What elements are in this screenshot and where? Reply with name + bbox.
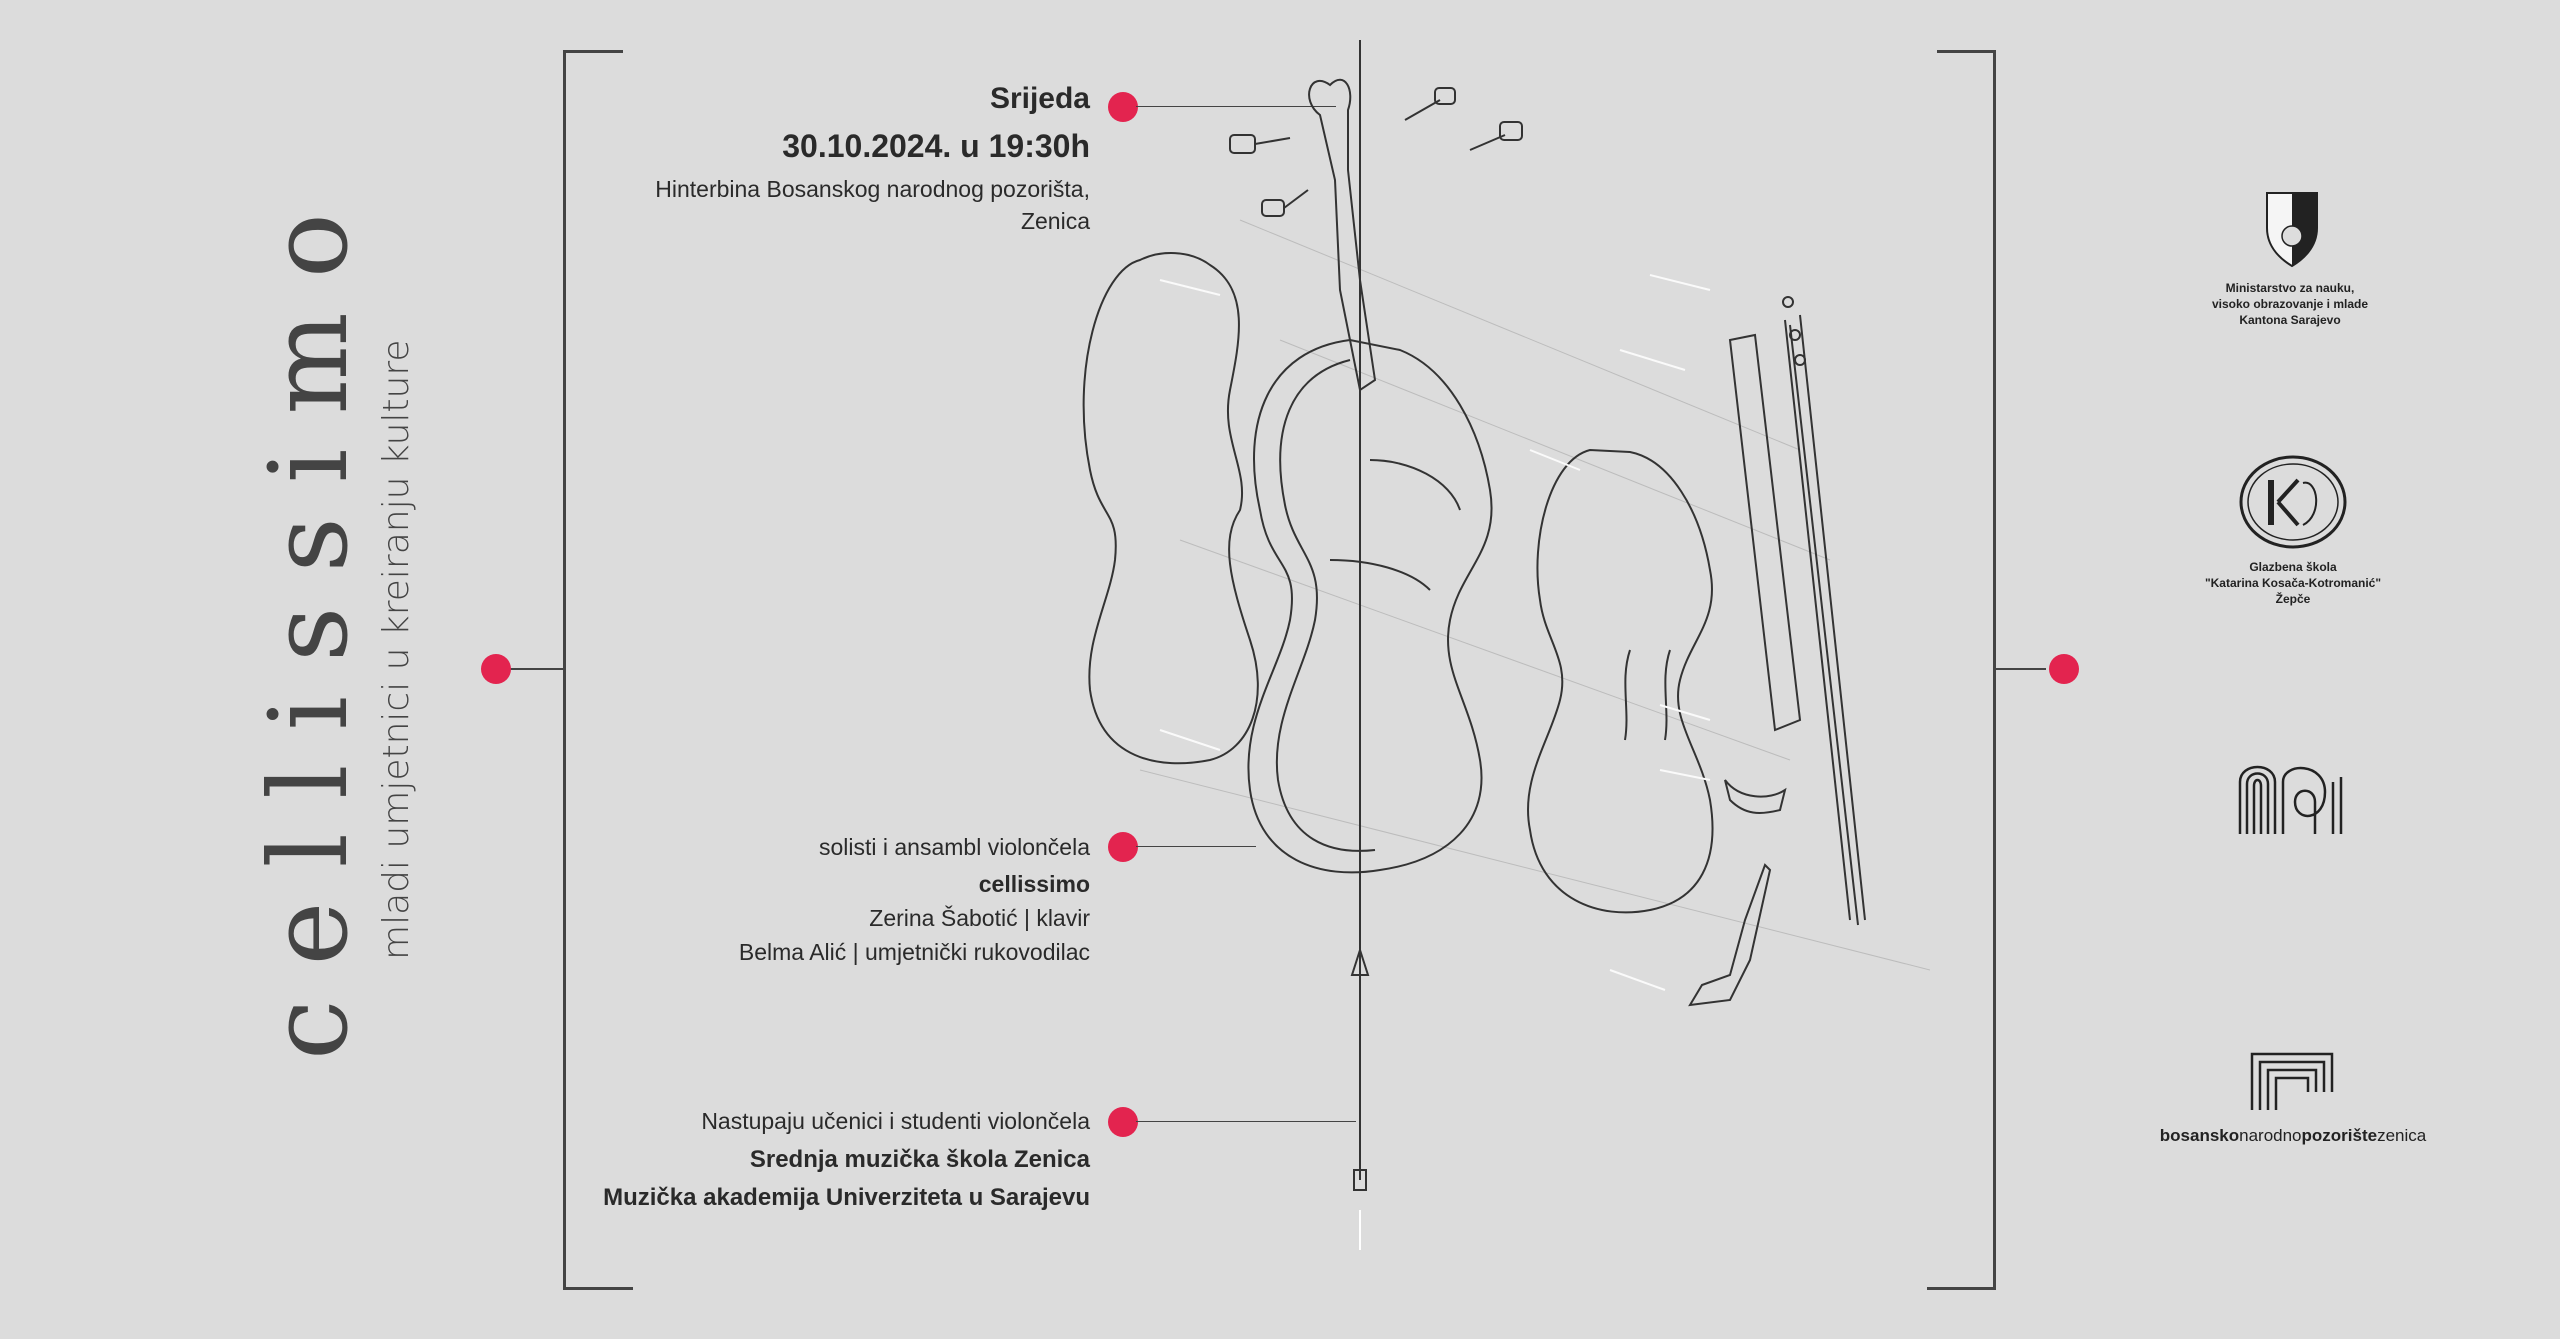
title-wrap — [247, 179, 372, 1060]
academy-logo-icon — [2235, 752, 2350, 837]
school-caption-3: Žepče — [2275, 592, 2311, 606]
school-caption-2: "Katarina Kosača-Kotromanić" — [2204, 576, 2382, 590]
theatre-word-4: zenica — [2377, 1126, 2427, 1145]
participants-line3: Muzička akademija Univerziteta u Sarajevu — [603, 1184, 1090, 1211]
performers-line3: Zerina Šabotić | klavir — [869, 905, 1090, 931]
left-bracket-bottom — [563, 1287, 633, 1290]
event-venue-line1: Hinterbina Bosanskog narodnog pozorišta, — [655, 176, 1090, 202]
performers-line1: solisti i ansambl violončela — [818, 834, 1090, 860]
right-bracket-dot — [2049, 654, 2079, 684]
right-bracket-bottom — [1927, 1287, 1996, 1290]
ministry-crest-icon — [2262, 188, 2322, 268]
event-datetime: 30.10.2024. u 19:30h — [782, 128, 1090, 164]
subtitle: mladi umjetnici u kreiranju kulture — [376, 339, 417, 960]
left-bracket-top — [563, 50, 623, 53]
right-bracket-vertical — [1993, 50, 1996, 1290]
theatre-logo-icon — [2250, 1052, 2335, 1112]
left-bracket-tick — [510, 668, 565, 670]
right-bracket-top — [1937, 50, 1996, 53]
subtitle-wrap — [372, 300, 422, 960]
ministry-caption-3: Kantona Sarajevo — [2239, 313, 2341, 327]
performers-line4: Belma Alić | umjetnički rukovodilac — [738, 939, 1090, 965]
theatre-word-3: pozorište — [2301, 1126, 2378, 1145]
main-title: cellissimo — [247, 179, 372, 1060]
event-day: Srijeda — [989, 82, 1090, 115]
theatre-wordmark — [2148, 1126, 2438, 1146]
music-school-emblem-icon — [2238, 455, 2348, 550]
cello-illustration — [1030, 40, 1930, 1270]
participants-line1: Nastupaju učenici i studenti violončela — [701, 1108, 1090, 1134]
participants-line2: Srednja muzička škola Zenica — [749, 1146, 1090, 1173]
left-bracket-dot — [481, 654, 511, 684]
school-caption-1: Glazbena škola — [2249, 560, 2337, 574]
theatre-word-2: narodno — [2239, 1126, 2302, 1145]
ministry-caption-1: Ministarstvo za nauku, — [2225, 281, 2355, 295]
ministry-caption-2: visoko obrazovanje i mlade — [2211, 297, 2369, 311]
right-bracket-tick — [1996, 668, 2046, 670]
theatre-word-1: bosansko — [2159, 1126, 2240, 1145]
left-bracket-vertical — [563, 50, 566, 1290]
performers-line2: cellissimo — [978, 871, 1090, 897]
event-venue-line2: Zenica — [1020, 208, 1090, 234]
